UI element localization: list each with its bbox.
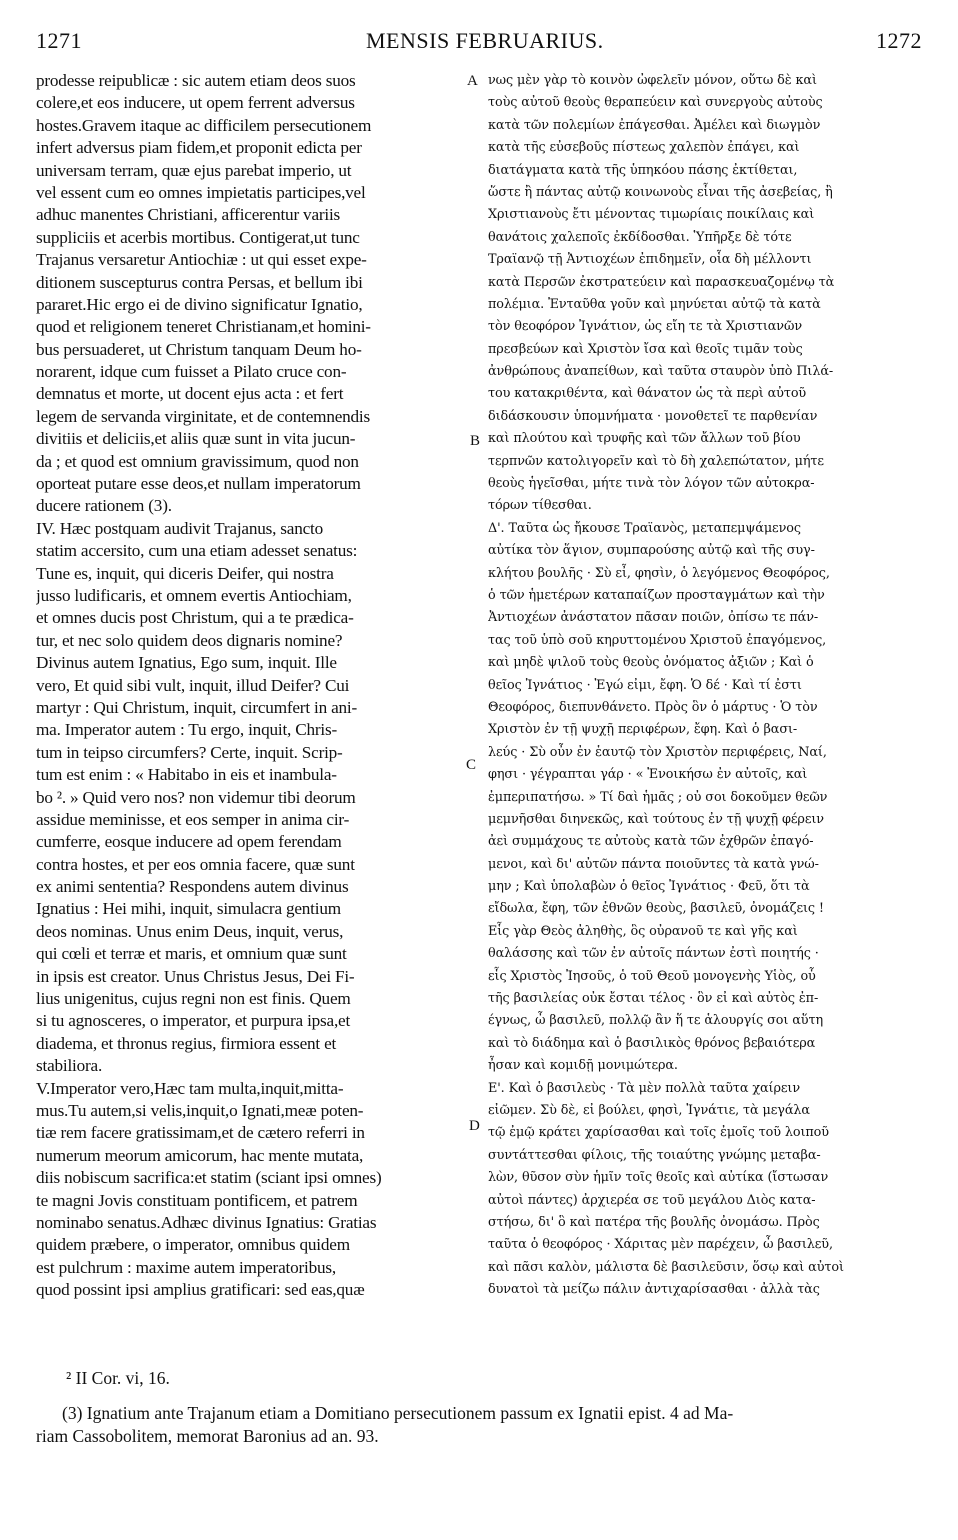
text-line: bo ². » Quid vero nos? non videmur tibi deorum	[36, 787, 356, 807]
text-line: αὐτίκα τὸν ἅγιον, συμπαρούσης αὐτῷ καὶ τῆς συγ-	[488, 543, 815, 559]
text-line: ἀνθρώπους ἀναπείθων, καὶ ταῦτα σταυρὸν ὑπὸ Πιλά-	[488, 364, 834, 380]
margin-letter-d: D	[469, 1118, 480, 1134]
text-line: τῷ ἐμῷ κράτει χαρίσασθαι καὶ τοῖς ἐμοῖς τοῦ λοιποῦ	[488, 1125, 829, 1141]
text-line: te magni Jovis constituam pontificem, et patrem	[36, 1190, 358, 1210]
text-line: diis nobiscum sacrifica:et statim (sciant ipsi omnes)	[36, 1168, 382, 1188]
text-line: statim accersito, cum una etiam adesset senatus:	[36, 541, 358, 561]
text-line: θεοὺς ἡγεῖσθαι, μήτε τινὰ τὸν λόγον τῶν αὐτοκρα-	[488, 476, 815, 492]
text-line: numerum meorum amicorum, hac mente mutata,	[36, 1145, 364, 1165]
text-line: vero, Et quid sibi vult, inquit, illud Deifer? Cui	[36, 675, 350, 695]
footnote-2: ² II Cor. vi, 16.	[66, 1368, 170, 1388]
text-line: contra hostes, et per eos omnia facere, quæ sunt	[36, 854, 355, 874]
text-line: norarent, idque cum fuisset a Pilato cruce con-	[36, 362, 347, 382]
text-line: quidem præbere, o imperator, omnibus quidem	[36, 1235, 350, 1255]
text-line: τας τοῦ ὑπὸ σοῦ κηρυττομένου Χριστοῦ ἐπαγόμενος,	[488, 632, 827, 648]
margin-letter-a: A	[467, 73, 478, 89]
text-line: qui cœli et terræ et maris, et omnium quæ sunt	[36, 944, 347, 964]
text-line: εἷς Χριστὸς Ἰησοῦς, ὁ τοῦ Θεοῦ μονογενὴς Υἱὸς, οὗ	[488, 968, 816, 984]
text-line: κατὰ τῶν πολεμίων ἐπάγεσθαι. Ἀμέλει καὶ διωγμὸν	[488, 117, 821, 133]
margin-letter-b: B	[470, 433, 481, 449]
text-line: τὸν θεοφόρον Ἰγνάτιον, ὡς εἴη τε τὰ Χριστιανῶν	[488, 319, 802, 335]
text-line: νως μὲν γὰρ τὸ κοινὸν ὠφελεῖν μόνον, οὕτω δὲ καὶ	[488, 73, 817, 88]
text-line: si tu agnosceres, o imperator, et purpura ipsa,et	[36, 1011, 351, 1031]
text-line: εἰῶμεν. Σὺ δὲ, εἰ βούλει, φησὶ, Ἰγνάτιε, τὰ μεγάλα	[488, 1102, 810, 1118]
text-line: τοὺς αὐτοῦ θεοὺς θεραπεύειν καὶ συνεργοὺς αὐτοὺς	[488, 95, 823, 111]
text-line: κλήτου βουλῆς · Σὺ εἶ, φησὶν, ὁ λεγόμενος Θεοφόρος,	[488, 565, 830, 581]
text-line: φησι · γέγραπται γάρ · « Ἐνοικήσω ἐν αὐτοῖς, καὶ	[488, 767, 808, 783]
text-line: εἴδωλα, ἔφη, τῶν ἐθνῶν θεοὺς, βασιλεῦ, ὀνομάζεις !	[488, 901, 824, 917]
text-line: ὥστε ἢ πάντας αὐτῷ κοινωνοὺς εἶναι τῆς ἀσεβείας, ἢ	[488, 184, 833, 200]
text-line: infert adversus piam fidem,et proponit edicta per	[36, 138, 362, 158]
text-line: θεῖος Ἰγνάτιος · Ἐγώ εἰμι, ἔφη. Ὁ δέ · Καὶ τί ἐστι	[488, 677, 802, 693]
text-line: διατάγματα κατὰ τῆς ὑπηκόου πάσης ἐκτίθεται,	[488, 162, 798, 178]
text-line: θαλάσσης καὶ τῶν ἐν αὐτοῖς πάντων ἐστὶ ποιητής ·	[488, 946, 819, 962]
text-line: ma. Imperator autem : Tu ergo, inquit, Chris-	[36, 720, 337, 740]
text-line: αὐτοὶ πάντες) ἀρχιερέα σε τοῦ μεγάλου Διὸς κατα-	[488, 1192, 816, 1208]
text-line: assidue meminisse, et eos semper in anima cir-	[36, 809, 350, 829]
text-line: ἀεὶ συμμάχους τε αὐτοὺς κατὰ τῶν ἐχθρῶν ἐπαγό-	[488, 834, 814, 850]
text-line: ἐμπεριπατήσω. » Τί δαὶ ἡμᾶς ; οὐ σοι δοκοῦμεν θεῶν	[488, 789, 828, 805]
text-line: et omnes ducis post Christum, qui a te prædica-	[36, 608, 354, 628]
margin-letter-c: C	[466, 757, 477, 773]
text-line: στήσω, δι' ὃ καὶ πατέρα τῆς βουλῆς ὀνομάσω. Πρὸς	[488, 1214, 820, 1230]
text-line: ducere rationem (3).	[36, 496, 172, 516]
text-line: martyr : Qui Christum, inquit, circumfert in ani-	[36, 697, 357, 717]
text-line: κατὰ τῆς εὐσεβοῦς πίστεως χαλεπὸν ἐπάγει, καὶ	[488, 140, 800, 156]
text-line: λὼν, θῦσον σὺν ἡμῖν τοῖς θεοῖς καὶ αὐτίκα (ἴστωσαν	[488, 1170, 829, 1186]
text-line: Divinus autem Ignatius, Ego sum, inquit. Ille	[36, 653, 337, 673]
text-line: τόρων τίθεσθαι.	[488, 498, 592, 514]
text-line: bus persuaderet, ut Christum tanquam Deum ho-	[36, 339, 362, 359]
text-line: Χριστὸν ἐν τῇ ψυχῇ περιφέρων, ἔφη. Καὶ ὁ βασι-	[488, 722, 798, 738]
text-line: δυνατοὶ τὰ μείζω πάλιν ἀντιχαρίσασθαι · ἀλλὰ τὰς	[488, 1282, 820, 1298]
text-line: oporteat putare esse deos,et nullam imperatorum	[36, 474, 361, 494]
text-line: adhuc manentes Christiani, afficerentur variis	[36, 205, 341, 225]
text-line: συντάττεσθαι φίλοις, τῆς τοιαύτης γνώμης μεταβα-	[488, 1147, 821, 1163]
text-line: Χριστιανοὺς ἔτι μένοντας τιμωρίαις ποικίλαις καὶ	[488, 207, 815, 223]
text-line: tiæ rem facere gratissimam,et de cætero referri in	[36, 1123, 365, 1143]
text-line: tur, et nec solo quidem deos dignaris nomine?	[36, 630, 343, 650]
text-line: θανάτοις χαλεποῖς ἐκδίδοσθαι. Ὑπῆρξε δὲ τότε	[488, 229, 792, 245]
text-line: hostes.Gravem itaque ac difficilem persecutionem	[36, 115, 372, 135]
text-line: Εἷς γὰρ Θεὸς ἀληθὴς, ὃς οὐρανοῦ τε καὶ γῆς καὶ	[488, 923, 798, 939]
text-line: καὶ πᾶσι καλὸν, μάλιστα δὲ βασιλεῦσιν, ὅσῳ καὶ αὐτοὶ	[488, 1259, 844, 1275]
text-line: suppliciis et acerbis mortibus. Contigerat,ut tunc	[36, 227, 360, 247]
text-line: universam terram, quæ ejus parebat imperio, ut	[36, 160, 352, 180]
text-line: tum est enim : « Habitabo in eis et inambula-	[36, 765, 337, 785]
text-line: stabiliora.	[36, 1056, 103, 1076]
text-line: jusso ludificaris, et omnem evertis Antiochiam,	[36, 585, 352, 605]
text-line: IV. Hæc postquam audivit Trajanus, sancto	[36, 518, 323, 538]
text-line: ἦσαν καὶ κομιδῇ μονιμώτερα.	[488, 1058, 678, 1074]
text-line: prodesse reipublicæ : sic autem etiam deos suos	[36, 71, 356, 90]
text-line: in ipsis est creator. Unus Christus Jesus, Dei Fi-	[36, 966, 355, 986]
text-line: Δ'. Ταῦτα ὡς ἤκουσε Τραϊανὸς, μεταπεμψάμενος	[488, 520, 801, 536]
page-number-left: 1271	[36, 28, 82, 53]
text-line: του κατακριθέντα, καὶ θάνατον ὡς τὰ περὶ αὐτοῦ	[488, 386, 807, 402]
text-line: demnatus et morte, ut docent ejus acta : et fert	[36, 384, 344, 404]
footnote-3-line2: riam Cassobolitem, memorat Baronius ad an. 93.	[36, 1426, 379, 1446]
text-line: διδάσκουσιν ὑπομνήματα · μονοθετεῖ τε παρθενίαν	[488, 408, 818, 424]
text-line: τῆς βασιλείας οὐκ ἔσται τέλος · ὃν εἰ καὶ αὐτὸς ἐπ-	[488, 991, 819, 1007]
text-line: tum in teipso circumfers? Certe, inquit. Scrip-	[36, 742, 343, 762]
text-line: ταῦτα ὁ θεοφόρος · Χάριτας μὲν παρέχειν, ὦ βασιλεῦ,	[488, 1237, 833, 1253]
text-line: pararet.Hic ergo ei de divino significatur Ignatio,	[36, 294, 363, 314]
text-line: πρεσβεύων καὶ Χριστὸν ἴσα καὶ θεοῖς τιμᾶν τοὺς	[488, 341, 803, 357]
footnote-3-line1: (3) Ignatium ante Trajanum etiam a Domitiano persecutionem passum ex Ignatii epist. 4 ad Ma-	[62, 1403, 734, 1423]
page-number-right: 1272	[876, 28, 922, 53]
text-line: Ἀντιοχέων ἀνάστατον πᾶσαν ποιῶν, ὀπίσω τε πάν-	[488, 610, 819, 626]
text-line: ex animi sententia? Respondens autem divinus	[36, 877, 349, 897]
text-line: Ignatius : Hei mihi, inquit, simulacra gentium	[36, 899, 341, 919]
text-line: Tune es, inquit, qui diceris Deifer, qui nostra	[36, 563, 334, 583]
text-line: est pulchrum : maxime autem imperatoribus,	[36, 1257, 336, 1277]
text-line: μενοι, καὶ δι' αὐτῶν πάντα ποιοῦντες τὰ κατὰ γνώ-	[488, 856, 819, 872]
text-line: λεύς · Σὺ οὖν ἐν ἑαυτῷ τὸν Χριστὸν περιφέρεις, Ναί,	[488, 744, 827, 760]
text-line: quod possint ipsi amplius gratificari: sed eas,quæ	[36, 1280, 365, 1300]
text-line: καὶ τὸ διάδημα καὶ ὁ βασιλικὸς θρόνος βεβαιότερα	[488, 1035, 816, 1051]
text-line: nominabo senatus.Adhæc divinus Ignatius: Gratias	[36, 1212, 377, 1232]
text-line: da ; et quod est omnium gravissimum, quod non	[36, 451, 359, 471]
text-line: diadema, et thronus regius, firmiora essent et	[36, 1033, 337, 1053]
greek-column	[488, 70, 922, 1301]
text-line: ὁ τῶν ἡμετέρων καταπαίζων προσταγμάτων καὶ τὴν	[488, 587, 825, 603]
text-line: cumferre, eosque inducere ad opem ferendam	[36, 832, 342, 852]
running-header	[36, 14, 922, 54]
text-line: ditionem suscepturus contra Persas, et bellum ibi	[36, 272, 363, 292]
text-line: κατὰ Περσῶν ἐκστρατεύειν καὶ παρασκευαζομένῳ τὰ	[488, 274, 835, 290]
text-line: V.Imperator vero,Hæc tam multa,inquit,mitta-	[36, 1078, 344, 1098]
text-line: divitiis et deliciis,et aliis quæ sunt in vita jucun-	[36, 429, 356, 449]
text-line: Τραϊανῷ τῇ Ἀντιοχέων ἐπιδημεῖν, οἷα δὴ μέλλοντι	[488, 252, 812, 268]
text-line: καὶ πλούτου καὶ τρυφῆς καὶ τῶν ἄλλων τοῦ βίου	[488, 431, 801, 447]
text-line: legem de servanda virginitate, et de contemnendis	[36, 406, 370, 426]
text-line: μεμνῆσθαι διηνεκῶς, καὶ τούτους ἐν τῇ ψυχῇ φέρειν	[488, 811, 824, 827]
text-line: colere,et eos inducere, ut opem ferrent adversus	[36, 93, 355, 113]
text-line: έγνως, ὦ βασιλεῦ, πολλῷ ἂν ἥ τε ἁλουργίς σοι αὕτη	[488, 1013, 824, 1029]
text-line: vel essent cum eo omnes impietatis participes,vel	[36, 182, 366, 202]
text-line: Trajanus versaretur Antiochiæ : ut qui esset expe-	[36, 250, 367, 270]
latin-column	[36, 70, 463, 1301]
text-line: μην ; Καὶ ὑπολαβὼν ὁ θεῖος Ἰγνάτιος · Φεῦ, ὅτι τὰ	[488, 879, 810, 895]
text-line: πολέμια. Ἐνταῦθα γοῦν καὶ μηνύεται αὐτῷ τὰ κατὰ	[488, 296, 821, 312]
running-title: MENSIS FEBRUARIUS.	[366, 28, 604, 53]
text-line: Θεοφόρος, διεπυνθάνετο. Πρὸς ὃν ὁ μάρτυς · Ὁ τὸν	[488, 699, 818, 715]
text-line: mus.Tu autem,si velis,inquit,o Ignati,meæ poten-	[36, 1100, 364, 1120]
text-line: Ε'. Καὶ ὁ βασιλεὺς · Τὰ μὲν πολλὰ ταῦτα χαίρειν	[488, 1080, 801, 1096]
text-line: τερπνῶν κατολιγορεῖν καὶ τὸ δὴ χαλεπώτατον, μήτε	[488, 453, 824, 469]
text-line: deos nominas. Unus enim Deus, inquit, verus,	[36, 921, 344, 941]
text-line: lius unigenitus, cujus regni non est finis. Quem	[36, 989, 351, 1009]
text-line: quod et religionem teneret Christianam,et homini-	[36, 317, 371, 337]
text-line: καὶ μηδὲ ψιλοῦ τοὺς θεοὺς ὀνόματος ἀξιῶν ; Καὶ ὁ	[488, 655, 814, 671]
